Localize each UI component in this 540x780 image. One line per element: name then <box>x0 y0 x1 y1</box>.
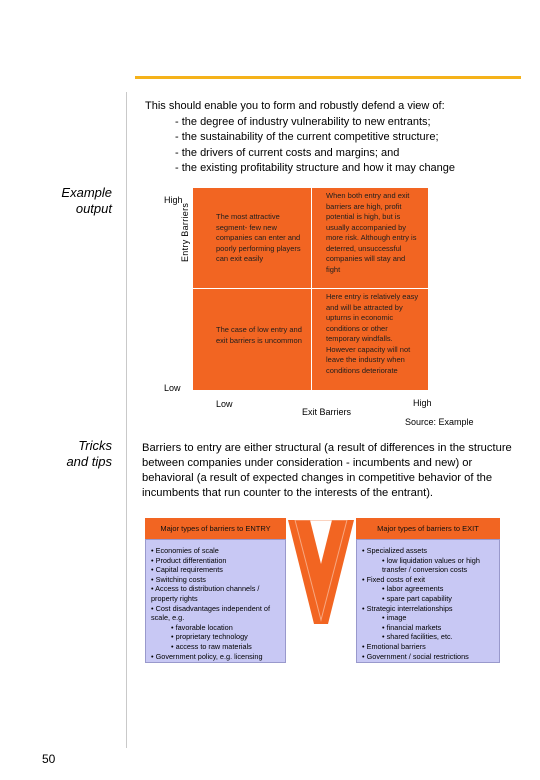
cell-high-exit-low-entry: Here entry is relatively easy and will be attracted by upturns in economic conditions or other temporary windfalls. However capacity will not leave the industry when conditions deteriorate <box>326 292 419 375</box>
tricks-and-tips-label: Tricks and tips <box>66 438 112 469</box>
intro-item: - the existing profitability structure and how it may change <box>175 162 456 174</box>
x-low-label: Low <box>216 399 233 409</box>
entry-item: • Product differentiation <box>151 555 227 565</box>
exit-item: • labor agreements <box>382 584 444 594</box>
exit-item: • low liquidation values or high <box>382 555 480 565</box>
page-number: 50 <box>42 752 56 766</box>
exit-item: • image <box>382 613 407 623</box>
intro-block <box>145 99 535 177</box>
x-axis-label: Exit Barriers <box>302 407 352 417</box>
exit-item: • Emotional barriers <box>362 641 426 651</box>
cell-high-exit-high-entry: When both entry and exit barriers are high, profit potential is high, but is usually accompanied by more risk. Although entry is deterred, unsuccessful companies will stay and fight <box>326 191 417 274</box>
x-high-label: High <box>413 398 432 408</box>
y-axis-label: Entry Barriers <box>180 202 190 262</box>
margin-divider <box>126 92 127 748</box>
y-low-label: Low <box>164 383 181 393</box>
exit-item: • shared facilities, etc. <box>382 632 453 642</box>
chevron-arrow-shape <box>288 520 354 624</box>
entry-item: scale, e.g. <box>151 613 185 623</box>
y-high-label: High <box>164 195 183 205</box>
exit-item: • financial markets <box>382 622 442 632</box>
exit-item: • spare part capability <box>382 593 452 603</box>
exit-barriers-panel <box>356 539 500 663</box>
header-rule <box>135 76 521 79</box>
entry-item: • Government policy, e.g. licensing <box>151 651 263 661</box>
entry-item: • Capital requirements <box>151 565 223 575</box>
barriers-matrix <box>193 188 428 390</box>
cell-low-exit-high-entry: The most attractive segment- few new companies can enter and poorly performing players can exit easily <box>216 212 301 263</box>
entry-item: • favorable location <box>171 622 233 632</box>
entry-item: • access to raw materials <box>171 641 252 651</box>
exit-item: • Strategic interrelationships <box>362 603 453 613</box>
entry-item: • Cost disadvantages independent of <box>151 603 270 613</box>
exit-barriers-header: Major types of barriers to EXIT <box>356 518 500 539</box>
example-output-label: Example output <box>61 185 112 216</box>
entry-exit-arrow-graphic <box>286 520 356 628</box>
exit-item: • Specialized assets <box>362 546 428 555</box>
entry-barriers-header: Major types of barriers to ENTRY <box>145 518 286 539</box>
exit-item: transfer / conversion costs <box>382 565 468 575</box>
cell-low-exit-low-entry: The case of low entry and exit barriers is uncommon <box>216 325 302 345</box>
entry-item: • proprietary technology <box>171 632 248 642</box>
matrix-divider-vertical <box>311 188 312 390</box>
intro-list <box>145 115 535 177</box>
intro-item: - the drivers of current costs and margins; and <box>175 146 400 159</box>
tricks-paragraph: Barriers to entry are either structural (a result of differences in the structure between companies under consideration - incumbents and new) or behavioral (a result of expected changes in competitive behavior of the incumbents that run counter to the interests of the entrant). <box>142 442 512 499</box>
entry-barriers-panel <box>145 539 286 663</box>
intro-lead: This should enable you to form and robustly defend a view of: <box>145 100 445 112</box>
entry-item: property rights <box>151 593 198 603</box>
entry-item: • Switching costs <box>151 574 206 584</box>
exit-item: • Fixed costs of exit <box>362 574 425 584</box>
intro-item: - the degree of industry vulnerability to new entrants; <box>175 115 431 128</box>
intro-item: - the sustainability of the current competitive structure; <box>175 131 439 143</box>
entry-item: • Economies of scale <box>151 546 219 555</box>
source-note: Source: Example <box>405 417 474 427</box>
entry-item: • Access to distribution channels / <box>151 584 260 594</box>
exit-item: • Government / social restrictions <box>362 651 469 661</box>
